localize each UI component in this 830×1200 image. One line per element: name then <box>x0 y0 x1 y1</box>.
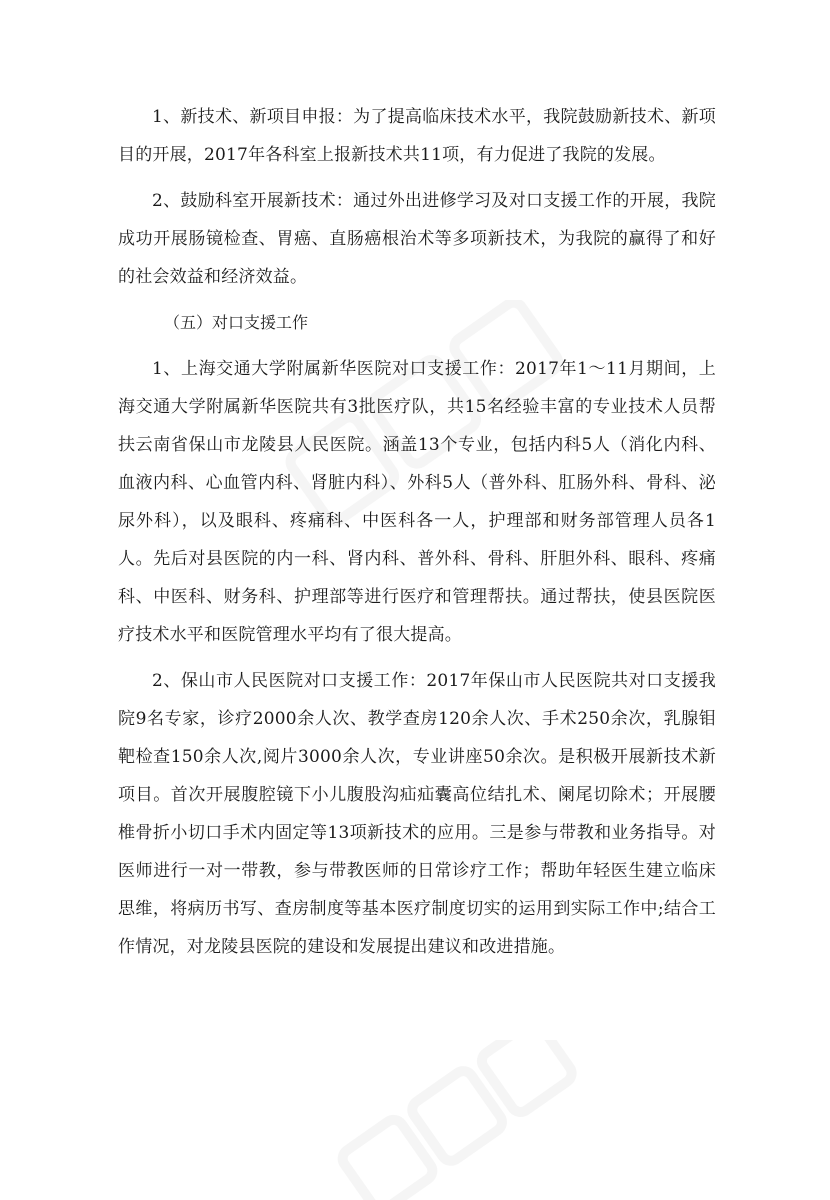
watermark-logo-bottom <box>300 1040 620 1200</box>
paragraph-shanghai-support: 1、上海交通大学附属新华医院对口支援工作：2017年1～11月期间，上海交通大学附属新华医院共有3批医疗队，共15名经验丰富的专业技术人员帮扶云南省保山市龙陵县人民医院。涵盖13个专业，包括内科5人（消化内科、血液内科、心血管内科、肾脏内科）、外科5人（普外科、肛肠外科、骨科、泌尿外科），以及眼科、疼痛科、中医科各一人，护理部和财务部管理人员各1人。先后对县医院的内一科、肾内科、普外科、骨科、肝胆外科、眼科、疼痛科、中医科、财务科、护理部等进行医疗和管理帮扶。通过帮扶，使县医院医疗技术水平和医院管理水平均有了很大提高。 <box>118 359 716 645</box>
paragraph-new-tech-application: 1、新技术、新项目申报：为了提高临床技术水平，我院鼓励新技术、新项目的开展，2017年各科室上报新技术共11项，有力促进了我院的发展。 <box>118 107 716 165</box>
section-heading: （五）对口支援工作 <box>164 313 309 332</box>
document-body <box>118 98 716 974</box>
paragraph-baoshan-support: 2、保山市人民医院对口支援工作：2017年保山市人民医院共对口支援我院9名专家，诊疗2000余人次、教学查房120余人次、手术250余次，乳腺钼靶检查150余人次,阅片3000余人次，专业讲座50余次。是积极开展新技术新项目。首次开展腹腔镜下小儿腹股沟疝疝囊高位结扎术、阑尾切除术；开展腰椎骨折小切口手术内固定等13项新技术的应用。三是参与带教和业务指导。对医师进行一对一带教，参与带教医师的日常诊疗工作；帮助年轻医生建立临床思维，将病历书写、查房制度等基本医疗制度切实的运用到实际工作中;结合工作情况，对龙陵县医院的建设和发展提出建议和改进措施。 <box>118 671 716 957</box>
paragraph-encourage-new-tech: 2、鼓励科室开展新技术：通过外出进修学习及对口支援工作的开展，我院成功开展肠镜检查、胃癌、直肠癌根治术等多项新技术，为我院的赢得了和好的社会效益和经济效益。 <box>118 191 716 287</box>
